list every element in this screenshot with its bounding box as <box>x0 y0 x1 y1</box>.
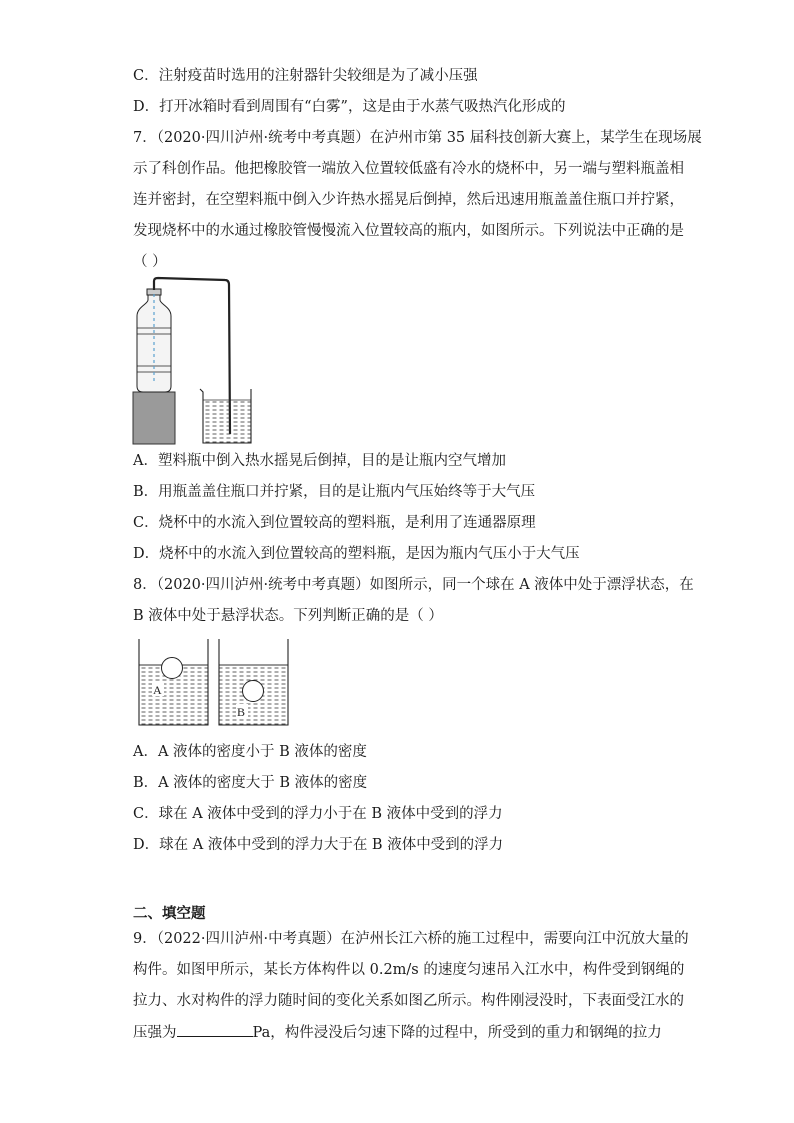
label-a: A <box>153 683 162 697</box>
q7-stem-line-2: 示了科创作品。他把橡胶管一端放入位置较低盛有冷水的烧杯中，另一端与塑料瓶盖相 <box>133 161 684 177</box>
label-b: B <box>237 705 246 719</box>
q6-option-c: C．注射疫苗时选用的注射器针尖较细是为了减小压强 <box>133 68 478 84</box>
q7-option-a: A．塑料瓶中倒入热水摇晃后倒掉，目的是让瓶内空气增加 <box>133 453 506 469</box>
q8-stem-line-1: 8．（2020·四川泸州·统考中考真题）如图所示，同一个球在 A 液体中处于漂浮状态，在 <box>133 577 694 593</box>
q8-option-c: C．球在 A 液体中受到的浮力小于在 B 液体中受到的浮力 <box>133 806 503 822</box>
q9-line4-pre: 压强为 <box>133 1025 177 1041</box>
q8-option-b: B．A 液体的密度大于 B 液体的密度 <box>133 775 368 791</box>
q7-stem-line-5: （ ） <box>133 254 167 270</box>
q9-stem-line-3: 拉力、水对构件的浮力随时间的变化关系如图乙所示。构件刚浸没时，下表面受江水的 <box>133 993 684 1009</box>
stand-block <box>133 392 175 444</box>
q7-stem-line-3: 连并密封，在空塑料瓶中倒入少许热水摇晃后倒掉，然后迅速用瓶盖盖住瓶口并拧紧， <box>133 192 684 208</box>
ball-floating <box>162 658 183 679</box>
q9-stem-line-4 <box>133 1022 662 1043</box>
answer-blank[interactable] <box>177 1022 253 1037</box>
q7-option-c: C．烧杯中的水流入到位置较高的塑料瓶，是利用了连通器原理 <box>133 515 536 531</box>
q6-option-d: D．打开冰箱时看到周围有“白雾”，这是由于水蒸气吸热汽化形成的 <box>133 99 566 115</box>
ball-suspended <box>243 681 264 702</box>
q7-option-b: B．用瓶盖盖住瓶口并拧紧，目的是让瓶内气压始终等于大气压 <box>133 484 536 500</box>
q9-stem-line-1: 9．（2022·四川泸州·中考真题）在泸州长江六桥的施工过程中，需要向江中沉放大量的 <box>133 931 689 947</box>
q7-stem-line-4: 发现烧杯中的水通过橡胶管慢慢流入位置较高的瓶内，如图所示。下列说法中正确的是 <box>133 223 684 239</box>
section-title: 二、填空题 <box>133 905 206 922</box>
bottle-siphon-figure <box>128 276 253 446</box>
floating-balls-figure <box>134 638 294 730</box>
q7-option-d: D．烧杯中的水流入到位置较高的塑料瓶，是因为瓶内气压小于大气压 <box>133 546 580 562</box>
q7-stem-line-1: 7．（2020·四川泸州·统考中考真题）在泸州市第 35 届科技创新大赛上，某学生在现场展 <box>133 130 702 146</box>
q9-line4-post: Pa，构件浸没后匀速下降的过程中，所受到的重力和钢绳的拉力 <box>252 1025 662 1041</box>
q8-option-a: A．A 液体的密度小于 B 液体的密度 <box>133 744 367 760</box>
q8-option-d: D．球在 A 液体中受到的浮力大于在 B 液体中受到的浮力 <box>133 837 504 853</box>
q9-stem-line-2: 构件。如图甲所示，某长方体构件以 0.2m/s 的速度匀速吊入江水中，构件受到钢绳的 <box>133 962 685 978</box>
q8-stem-line-2: B 液体中处于悬浮状态。下列判断正确的是（ ） <box>133 608 443 624</box>
